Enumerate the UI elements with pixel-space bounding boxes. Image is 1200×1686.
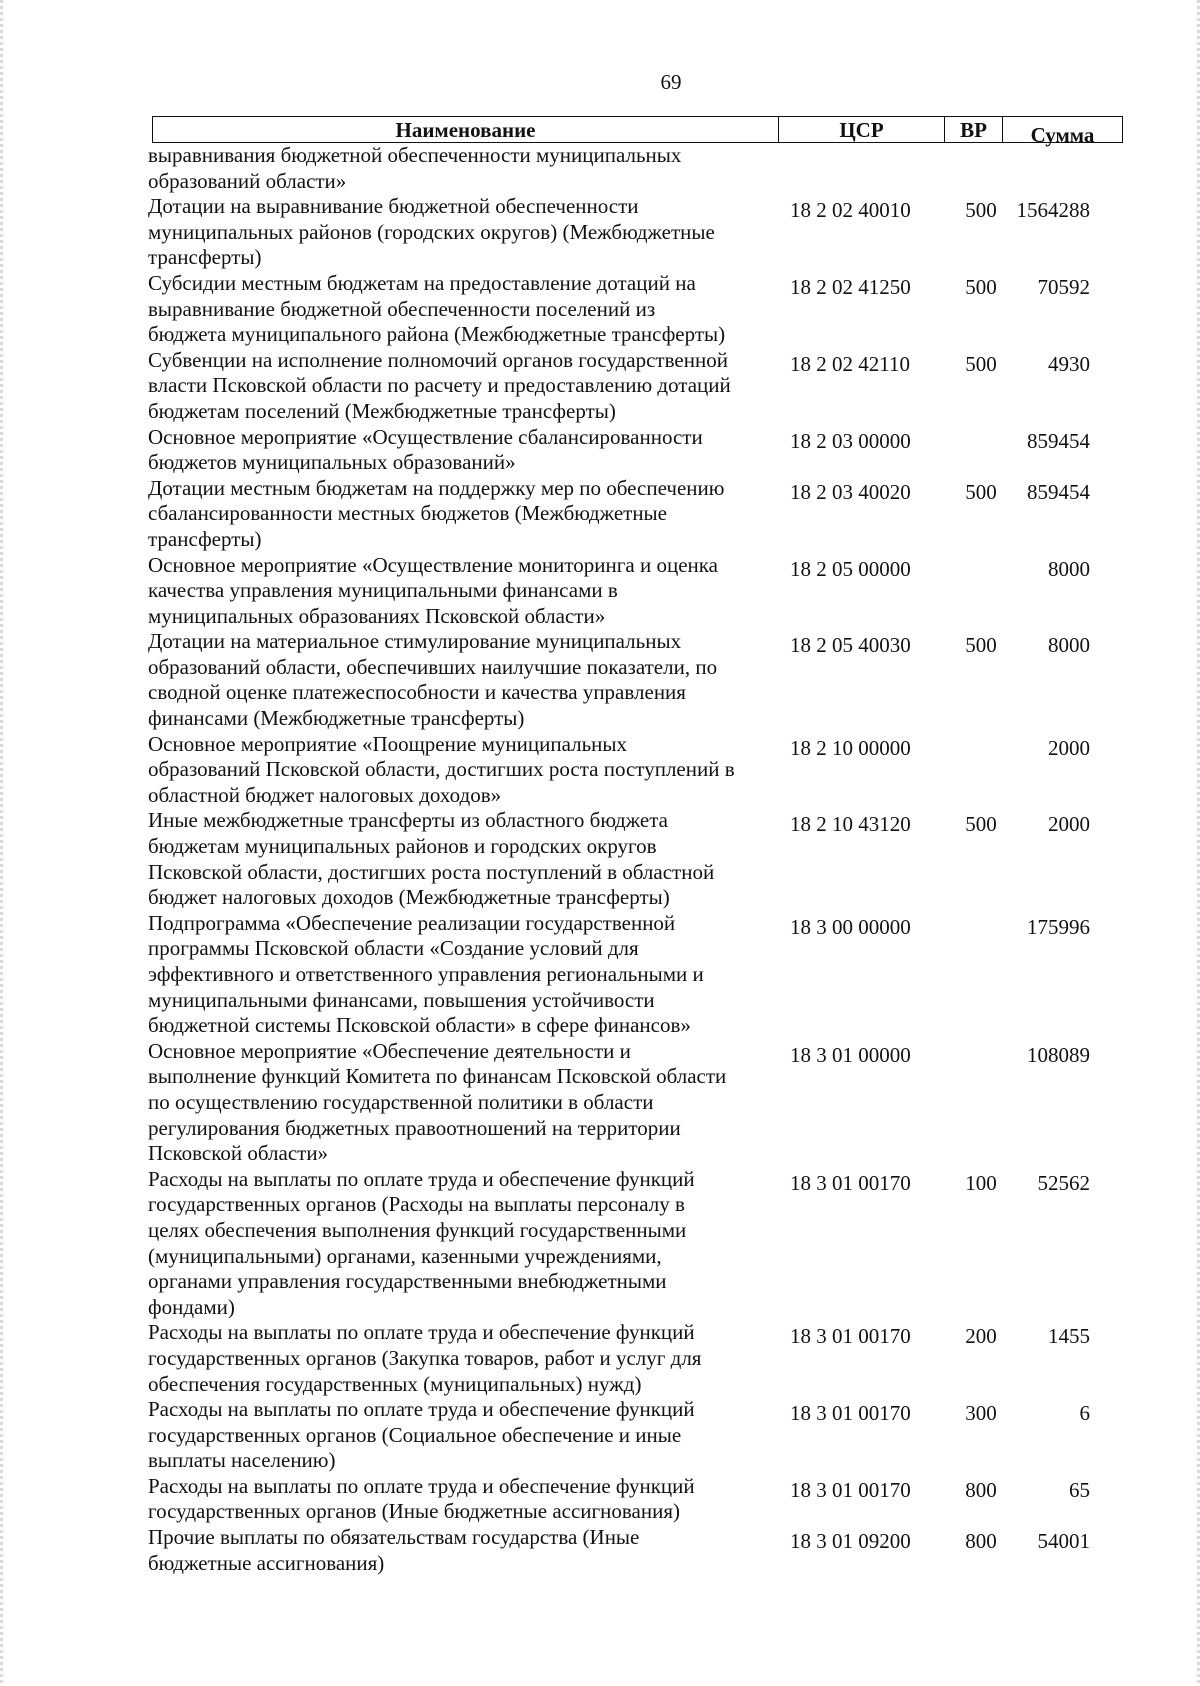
row-csr-cell: 18 3 01 00170 <box>790 1477 911 1502</box>
row-sum-cell: 2000 <box>1048 735 1090 760</box>
row-vr-cell <box>948 732 1014 736</box>
row-csr-cell: 18 2 10 00000 <box>790 735 911 760</box>
row-name-cell: Иные межбюджетные трансферты из областного бюджета бюджетам муниципальных районов и городских округов Псковской области, достигших роста поступлений в областной бюджет налоговых доходов (Межбюджетные трансферты) <box>148 808 715 910</box>
table-row <box>148 348 1128 425</box>
row-vr-cell: 300 <box>965 1401 997 1426</box>
row-csr-cell: 18 3 01 00170 <box>790 1170 911 1195</box>
row-name-cell: Дотации местным бюджетам на поддержку мер по обеспечению сбалансированности местных бюджетов (Межбюджетные трансферты) <box>148 475 725 551</box>
row-name-cell: Расходы на выплаты по оплате труда и обеспечение функций государственных органов (Иные бюджетные ассигнования) <box>148 1473 695 1524</box>
scan-edge-left <box>0 0 3 1686</box>
row-sum-cell: 65 <box>1069 1477 1090 1502</box>
row-sum-cell: 859454 <box>1027 479 1090 504</box>
row-sum-cell: 1455 <box>1048 1324 1090 1349</box>
header-name: Наименование <box>153 117 779 142</box>
row-name-cell: Дотации на выравнивание бюджетной обеспеченности муниципальных районов (городских округов) (Межбюджетные трансферты) <box>148 194 715 270</box>
header-sum: Сумма <box>1030 123 1095 147</box>
row-vr-cell <box>948 911 1014 915</box>
row-vr-cell <box>948 425 1014 429</box>
row-vr-cell: 500 <box>965 198 997 223</box>
row-csr-cell: 18 2 03 40020 <box>790 479 911 504</box>
row-sum-cell: 4930 <box>1048 351 1090 376</box>
row-sum-cell: 70592 <box>1037 274 1090 299</box>
row-sum-cell: 108089 <box>1027 1042 1090 1067</box>
row-csr-cell: 18 3 01 00170 <box>790 1324 911 1349</box>
row-name-cell: Расходы на выплаты по оплате труда и обеспечение функций государственных органов (Расходы на выплаты персоналу в целях обеспечения выполнения функций государственными (муниципальными) органами, казенными учреждениями, органами управления государственными внебюджетными фондами) <box>148 1166 695 1319</box>
table-row <box>148 1039 1128 1167</box>
row-sum-cell: 859454 <box>1027 428 1090 453</box>
row-name-cell: Основное мероприятие «Осуществление сбалансированности бюджетов муниципальных образований» <box>148 424 703 475</box>
row-vr-cell <box>948 553 1014 557</box>
row-csr-cell: 18 2 05 40030 <box>790 633 911 658</box>
row-name-cell: Основное мероприятие «Осуществление мониторинга и оценка качества управления муниципальными финансами в муниципальных образованиях Псковской области» <box>148 552 718 628</box>
row-sum-cell: 8000 <box>1048 556 1090 581</box>
row-sum-cell: 2000 <box>1048 812 1090 837</box>
row-name-cell: Основное мероприятие «Обеспечение деятельности и выполнение функций Комитета по финансам Псковской области по осуществлению государственной политики в области регулирования бюджетных правоотношений на территории Псковской области» <box>148 1038 727 1166</box>
row-name-cell: Дотации на материальное стимулирование муниципальных образований области, обеспечивших наилучшие показатели, по сводной оценке платежеспособности и качества управления финансами (Межбюджетные трансферты) <box>148 629 718 731</box>
table-row <box>148 1320 1128 1397</box>
table-row <box>148 194 1128 271</box>
row-vr-cell: 500 <box>965 479 997 504</box>
table-row <box>148 629 1128 731</box>
row-vr-cell: 500 <box>965 274 997 299</box>
row-vr-cell: 800 <box>965 1477 997 1502</box>
row-name-cell: Субвенции на исполнение полномочий органов государственной власти Псковской области по расчету и предоставлению дотаций бюджетам поселений (Межбюджетные трансферты) <box>148 347 731 423</box>
row-sum-cell: 6 <box>1079 1401 1090 1426</box>
table-row <box>148 143 1128 194</box>
row-sum-cell: 52562 <box>1037 1170 1090 1195</box>
table-row <box>148 1397 1128 1474</box>
row-name-cell: Расходы на выплаты по оплате труда и обеспечение функций государственных органов (Социальное обеспечение и иные выплаты населению) <box>148 1397 695 1473</box>
row-vr-cell <box>948 1039 1014 1043</box>
table-row <box>148 1474 1128 1525</box>
table-row <box>148 271 1128 348</box>
row-name-cell: Прочие выплаты по обязательствам государства (Иные бюджетные ассигнования) <box>148 1525 640 1575</box>
row-vr-cell: 500 <box>965 812 997 837</box>
row-csr-cell: 18 3 00 00000 <box>790 914 911 939</box>
row-sum-cell: 1564288 <box>1016 198 1090 223</box>
table-row <box>148 425 1128 476</box>
header-csr: ЦСР <box>779 117 945 142</box>
table-row <box>148 1167 1128 1321</box>
row-name-cell: Подпрограмма «Обеспечение реализации государственной программы Псковской области «Создание условий для эффективного и ответственного управления региональными и муниципальными финансами, повышения устойчивости бюджетной системы Псковской области» в сфере финансов» <box>148 910 704 1038</box>
table-row <box>148 553 1128 630</box>
row-sum-cell <box>1014 143 1128 147</box>
table-row <box>148 732 1128 809</box>
page-number: 69 <box>660 70 682 94</box>
row-vr-cell <box>948 143 1014 147</box>
row-csr-cell <box>788 143 948 147</box>
table-body <box>148 143 1128 1576</box>
row-csr-cell: 18 2 02 40010 <box>790 198 911 223</box>
row-csr-cell: 18 2 03 00000 <box>790 428 911 453</box>
header-vr: ВР <box>945 117 1003 142</box>
table-row <box>148 1525 1128 1576</box>
row-vr-cell: 200 <box>965 1324 997 1349</box>
row-vr-cell: 100 <box>965 1170 997 1195</box>
table-row <box>148 911 1128 1039</box>
row-csr-cell: 18 2 10 43120 <box>790 812 911 837</box>
row-csr-cell: 18 2 02 42110 <box>790 351 910 376</box>
row-vr-cell: 500 <box>965 351 997 376</box>
row-sum-cell: 175996 <box>1027 914 1090 939</box>
row-name-cell: выравнивания бюджетной обеспеченности муниципальных образований области» <box>148 143 682 193</box>
table-row <box>148 808 1128 910</box>
row-name-cell: Субсидии местным бюджетам на предоставление дотаций на выравнивание бюджетной обеспеченности поселений из бюджета муниципального района (Межбюджетные трансферты) <box>148 270 726 347</box>
row-sum-cell: 54001 <box>1037 1529 1090 1554</box>
row-csr-cell: 18 2 05 00000 <box>790 556 911 581</box>
row-csr-cell: 18 3 01 00170 <box>790 1401 911 1426</box>
row-csr-cell: 18 3 01 00000 <box>790 1042 911 1067</box>
row-name-cell: Расходы на выплаты по оплате труда и обеспечение функций государственных органов (Закупка товаров, работ и услуг для обеспечения государственных (муниципальных) нужд) <box>148 1320 702 1396</box>
row-csr-cell: 18 3 01 09200 <box>790 1529 911 1554</box>
row-vr-cell: 500 <box>965 633 997 658</box>
table-header <box>152 116 1123 147</box>
row-sum-cell: 8000 <box>1048 633 1090 658</box>
row-name-cell: Основное мероприятие «Поощрение муниципальных образований Псковской области, достигших роста поступлений в областной бюджет налоговых доходов» <box>148 731 735 807</box>
table-row <box>148 476 1128 553</box>
row-csr-cell: 18 2 02 41250 <box>790 274 911 299</box>
row-vr-cell: 800 <box>965 1529 997 1554</box>
